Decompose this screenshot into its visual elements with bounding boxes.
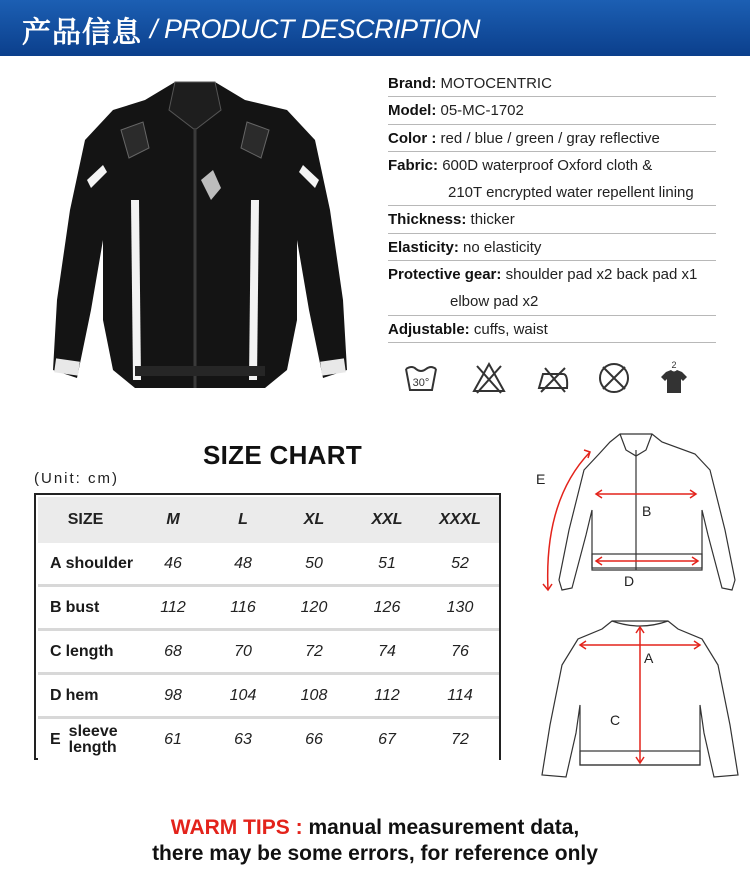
row-letter: D: [50, 686, 62, 704]
spec-key: Model:: [388, 102, 437, 120]
wash-temp-label: 30°: [412, 377, 430, 389]
value-cell: 112: [160, 598, 186, 616]
care-icons: [398, 360, 728, 400]
spec-model: [388, 97, 716, 124]
row-name: bust: [65, 598, 100, 616]
hang-dry-icon: [656, 360, 692, 396]
value-cell: 52: [451, 554, 469, 572]
row-label: [50, 675, 98, 716]
header-size: SIZE: [67, 511, 104, 528]
row-label: [50, 719, 118, 760]
hang-count-label: 2: [671, 360, 677, 370]
value-cell: 98: [164, 686, 182, 704]
back-measurement-diagram: [540, 615, 740, 785]
row-label: [50, 631, 114, 672]
spec-value: no elasticity: [463, 238, 542, 256]
spec-elasticity: [388, 234, 716, 261]
row-label: [50, 587, 99, 628]
row-name: hem: [65, 686, 99, 704]
value-cell: 120: [300, 598, 328, 616]
wash-30-icon: [403, 360, 439, 396]
spec-thickness: [388, 206, 716, 233]
spec-value: 210T encrypted water repellent lining: [448, 184, 694, 202]
spec-fabric: [388, 152, 716, 179]
banner-title-en: / PRODUCT DESCRIPTION: [150, 14, 481, 44]
label-c: C: [610, 712, 621, 728]
no-bleach-icon: [471, 360, 507, 396]
spec-key: Elasticity:: [388, 238, 459, 256]
row-label: [50, 543, 133, 584]
spec-value: cuffs, waist: [473, 320, 548, 338]
table-row: [38, 675, 499, 716]
row-name-line2: length: [68, 738, 117, 756]
spec-color: [388, 125, 716, 152]
value-cell: 76: [451, 642, 469, 660]
header-xxxl: XXXL: [439, 511, 481, 528]
spec-adjustable: [388, 316, 716, 343]
spec-key: Thickness:: [388, 211, 467, 229]
no-dry-clean-icon: [596, 360, 632, 396]
value-cell: 108: [300, 686, 328, 704]
value-cell: 112: [374, 686, 400, 704]
value-cell: 63: [234, 730, 252, 748]
banner-title-cn: 产品信息: [22, 15, 143, 49]
spec-value: thicker: [470, 211, 515, 229]
unit-label: (Unit: cm): [34, 470, 119, 487]
header-xl: XL: [303, 511, 325, 528]
label-b: B: [642, 503, 652, 519]
spec-protective-gear-cont: [388, 288, 716, 315]
spec-value: shoulder pad x2 back pad x1: [505, 266, 698, 284]
size-table: [34, 493, 501, 760]
value-cell: 114: [447, 686, 473, 704]
warm-tips-text2: there may be some errors, for reference only: [152, 842, 598, 865]
spec-brand: [388, 70, 716, 97]
warm-tips-label: WARM TIPS :: [170, 816, 303, 839]
label-a: A: [644, 650, 654, 666]
value-cell: 74: [378, 642, 396, 660]
no-iron-icon: [535, 360, 571, 396]
spec-key: Color :: [388, 129, 437, 147]
value-cell: 61: [164, 730, 182, 748]
spec-value: 05-MC-1702: [440, 102, 524, 120]
table-row: [38, 631, 499, 672]
spec-key: Adjustable:: [388, 320, 470, 338]
label-d: D: [624, 573, 635, 589]
warm-tips-line1: [0, 815, 750, 841]
spec-value: elbow pad x2: [450, 293, 539, 311]
row-letter: E: [50, 730, 61, 748]
value-cell: 50: [305, 554, 323, 572]
row-name: length: [65, 642, 114, 660]
value-cell: 48: [234, 554, 252, 572]
header-xxl: XXL: [371, 511, 403, 528]
warm-tips-text1: manual measurement data,: [302, 816, 580, 839]
table-row: [38, 543, 499, 584]
spec-protective-gear: [388, 261, 716, 288]
warm-tips: [0, 815, 750, 867]
spec-key: Fabric:: [388, 156, 439, 174]
value-cell: 72: [451, 730, 469, 748]
row-name: [69, 724, 118, 756]
jacket-product-photo: [25, 70, 365, 405]
value-cell: 104: [229, 686, 257, 704]
spec-value: red / blue / green / gray reflective: [440, 129, 660, 147]
label-e: E: [536, 471, 546, 487]
value-cell: 70: [234, 642, 252, 660]
value-cell: 116: [230, 598, 256, 616]
product-specs: [388, 70, 716, 343]
value-cell: 46: [164, 554, 182, 572]
table-header-row: [38, 497, 499, 543]
table-row: [38, 719, 499, 760]
spec-value: MOTOCENTRIC: [440, 75, 552, 92]
row-letter: C: [50, 642, 62, 660]
value-cell: 51: [378, 554, 396, 572]
front-measurement-diagram: [530, 430, 745, 610]
value-cell: 66: [305, 730, 323, 748]
spec-key: Protective gear:: [388, 266, 502, 284]
value-cell: 130: [446, 598, 474, 616]
header-banner: [0, 0, 750, 56]
spec-value: 600D waterproof Oxford cloth &: [442, 156, 653, 174]
header-l: L: [238, 511, 248, 528]
spec-fabric-cont: [388, 179, 716, 206]
row-name: shoulder: [65, 554, 134, 572]
row-letter: A: [50, 554, 62, 572]
value-cell: 67: [378, 730, 396, 748]
size-chart-title: SIZE CHART: [203, 440, 362, 470]
row-letter: B: [50, 598, 62, 616]
table-row: [38, 587, 499, 628]
row-name-line1: sleeve: [68, 722, 118, 740]
value-cell: 72: [305, 642, 323, 660]
header-m: M: [166, 511, 180, 528]
spec-key: Brand:: [388, 75, 437, 92]
value-cell: 68: [164, 642, 182, 660]
value-cell: 126: [373, 598, 401, 616]
